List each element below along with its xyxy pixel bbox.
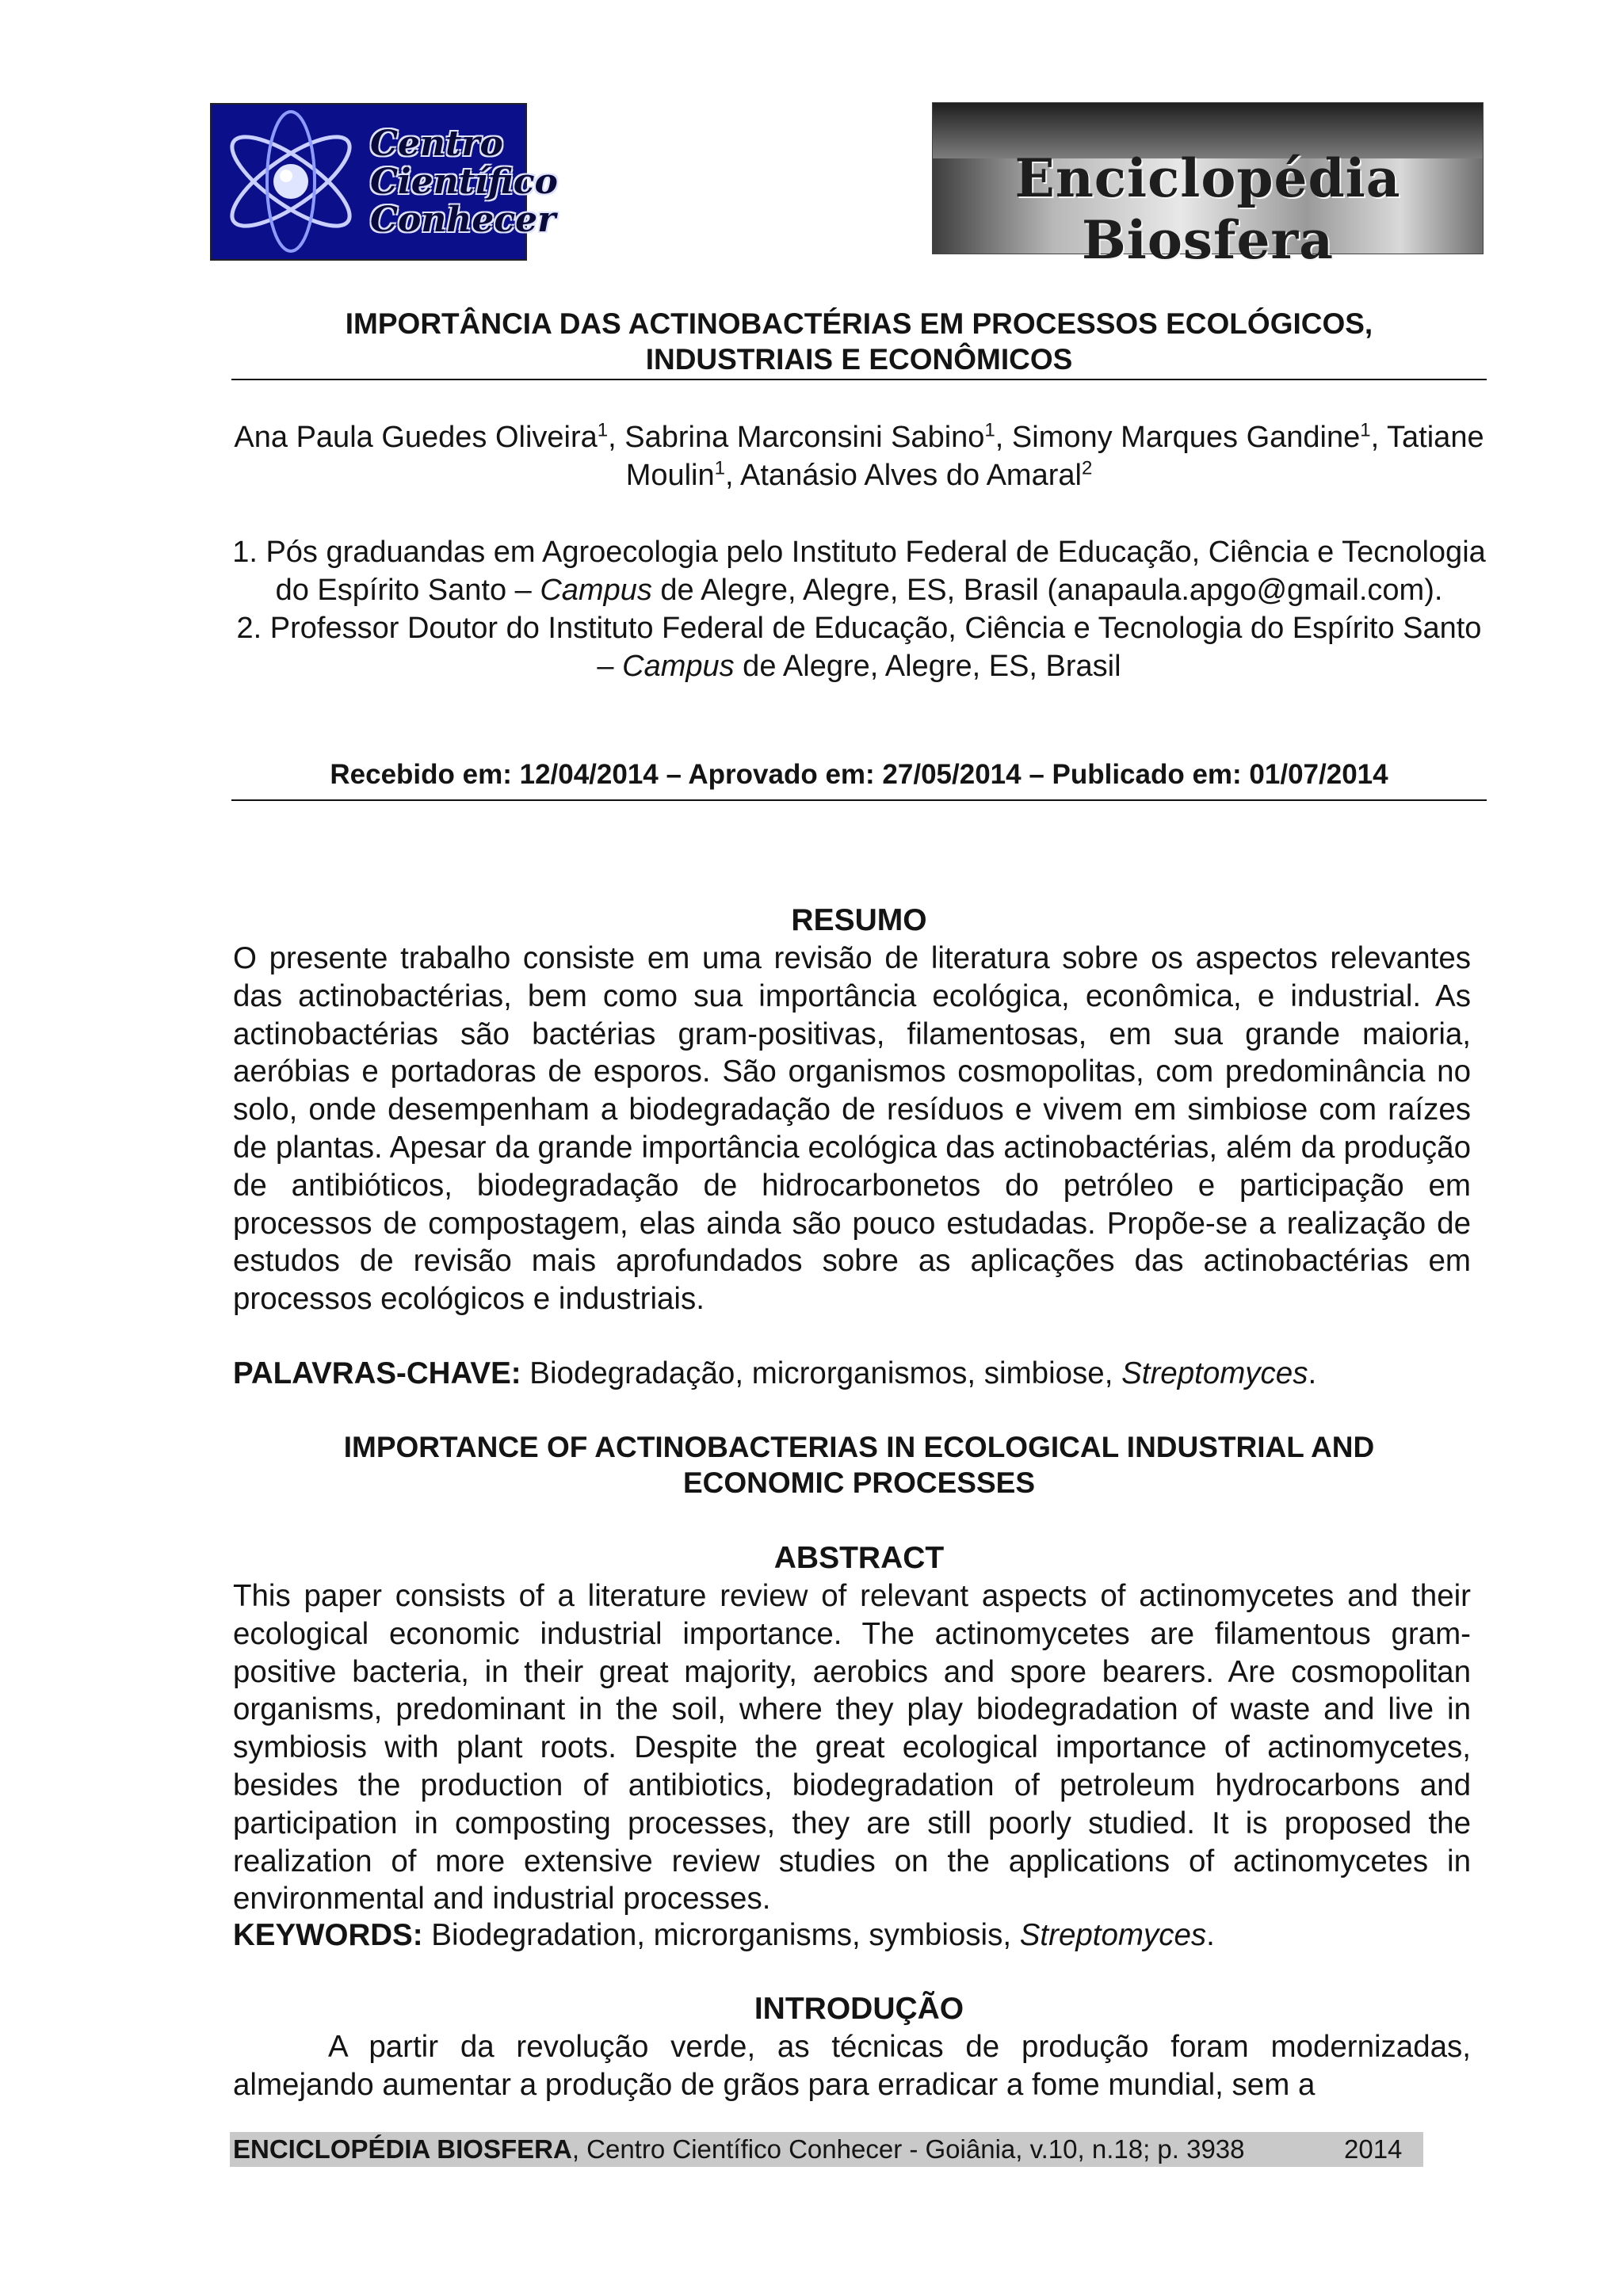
atom-icon — [212, 105, 370, 259]
publication-dates: Recebido em: 12/04/2014 – Aprovado em: 27/05/2014 – Publicado em: 01/07/2014 — [330, 759, 1388, 790]
intro-body: A partir da revolução verde, as técnicas de produção foram modernizadas, almejando aumentar a produção de grãos para erradicar a fome mundial, sem a — [233, 2030, 1471, 2102]
affiliation-1-text-end: de Alegre, Alegre, ES, Brasil (anapaula.apgo@gmail.com). — [651, 574, 1443, 607]
affiliation-2-campus: Campus — [622, 650, 735, 683]
footer-details: , Centro Científico Conhecer - Goiânia, v.10, n.18; p. 3938 — [571, 2134, 1245, 2164]
author-affil-mark: 2 — [1081, 457, 1093, 479]
page-footer — [230, 2132, 1423, 2167]
title-en-line-2: ECONOMIC PROCESSES — [682, 1466, 1036, 1499]
logo-line-1: Centro — [370, 124, 503, 164]
left-logo-text — [370, 124, 558, 240]
resumo-heading: RESUMO — [791, 903, 927, 937]
author-list: Ana Paula Guedes Oliveira$^1$, Sabrina Marconsini Sabino$^1$, Simony Marques Gandine$^1$, Tatiane Moulin$^1$, Atanásio Alves do Amaral$^2$ — [234, 419, 1484, 492]
keywords-end: . — [1308, 1356, 1317, 1390]
banner-title: Enciclopédia Biosfera — [1014, 147, 1401, 271]
keywords-list: Biodegradação, microrganismos, simbiose, — [521, 1356, 1122, 1390]
affiliation-2 — [231, 609, 1487, 685]
abstract-text: This paper consists of a literature review of relevant aspects of actinomycetes and their ecological economic industrial importance. The actinomycetes are filamentous gram-positive bacteria, in their great majority, aerobics and spore bearers. Are cosmopolitan organisms, predominant in the soil, where they play biodegradation of waste and live in symbiosis with plant roots. Despite the great ecological importance of actinomycetes, besides the production of antibiotics, biodegradation of petroleum hydrocarbons and participation in composting processes, they are still poorly studied. It is proposed the realization of more extensive review studies on the applications of actinomycetes in environmental and industrial processes. — [233, 1579, 1471, 1917]
author-affil-mark: 1 — [597, 419, 609, 441]
keywords-italic: Streptomyces — [1019, 1918, 1207, 1952]
author-name: Sabrina Marconsini Sabino — [624, 421, 985, 454]
title-rule — [231, 379, 1487, 380]
centro-cientifico-conhecer-logo — [210, 103, 558, 261]
abstract-body — [233, 1577, 1471, 1918]
author-name: Ana Paula Guedes Oliveira — [234, 421, 598, 454]
author-name: Simony Marques Gandine — [1011, 421, 1361, 454]
author-affil-mark: 1 — [1360, 419, 1371, 441]
affiliation-1-text: 1. Pós graduandas em Agroecologia pelo Instituto Federal de Educação, Ciência e Tecnologia do Espírito Santo – — [232, 536, 1486, 607]
article-title-pt — [231, 306, 1487, 377]
title-pt-line-2: INDUSTRIAIS E ECONÔMICOS — [645, 343, 1073, 376]
intro-heading: INTRODUÇÃO — [754, 1992, 964, 2026]
affiliation-1-campus: Campus — [540, 574, 652, 607]
title-en-line-1: IMPORTANCE OF ACTINOBACTERIAS IN ECOLOGICAL INDUSTRIAL AND — [343, 1431, 1375, 1463]
dates-rule — [231, 799, 1487, 801]
footer-journal: ENCICLOPÉDIA BIOSFERA — [233, 2134, 572, 2164]
resumo-body — [233, 940, 1471, 1318]
article-title-en — [231, 1429, 1487, 1501]
abstract-keywords — [233, 1917, 1471, 1955]
affiliations — [231, 533, 1487, 685]
resumo-text: O presente trabalho consiste em uma revisão de literatura sobre os aspectos relevantes das actinobactérias, bem como sua importância ecológica, econômica, e industrial. As actinobactérias são bactérias gram-positivas, filamentosas, em sua grande maioria, aeróbias e portadoras de esporos. São organismos cosmopolitas, com predominância no solo, onde desempenham a biodegradação de resíduos e vivem em simbiose com raízes de plantas. Apesar da grande importância ecológica das actinobactérias, além da produção de antibióticos, biodegradação de hidrocarbonetos do petróleo e participação em processos de compostagem, elas ainda são pouco estudadas. Propõe-se a realização de estudos de revisão mais aprofundados sobre as aplicações das actinobactérias em processos ecológicos e industriais. — [233, 941, 1471, 1317]
logo-line-2: Científico — [370, 162, 558, 202]
affiliation-2-text-end: de Alegre, Alegre, ES, Brasil — [734, 650, 1121, 683]
affiliation-2-text: 2. Professor Doutor do Instituto Federal de Educação, Ciência e Tecnologia do Espírito Santo – — [236, 612, 1482, 683]
keywords-end: . — [1206, 1918, 1215, 1952]
affiliation-1 — [231, 533, 1487, 609]
title-pt-line-1: IMPORTÂNCIA DAS ACTINOBACTÉRIAS EM PROCESSOS ECOLÓGICOS, — [345, 307, 1373, 340]
keywords-list: Biodegradation, microrganisms, symbiosis, — [422, 1918, 1020, 1952]
logo-line-3: Conhecer — [370, 200, 556, 240]
abstract-heading: ABSTRACT — [773, 1541, 945, 1575]
keywords-italic: Streptomyces — [1121, 1356, 1308, 1390]
author-name: Tatiane Moulin — [625, 421, 1484, 492]
footer-year: 2014 — [1344, 2134, 1403, 2164]
resumo-keywords — [233, 1355, 1471, 1393]
keywords-label: KEYWORDS: — [233, 1918, 423, 1952]
keywords-label: PALAVRAS-CHAVE: — [233, 1356, 521, 1390]
enciclopedia-biosfera-banner — [932, 102, 1484, 271]
author-affil-mark: 1 — [984, 419, 995, 441]
author-affil-mark: 1 — [714, 457, 725, 479]
author-name: Atanásio Alves do Amaral — [740, 459, 1082, 492]
